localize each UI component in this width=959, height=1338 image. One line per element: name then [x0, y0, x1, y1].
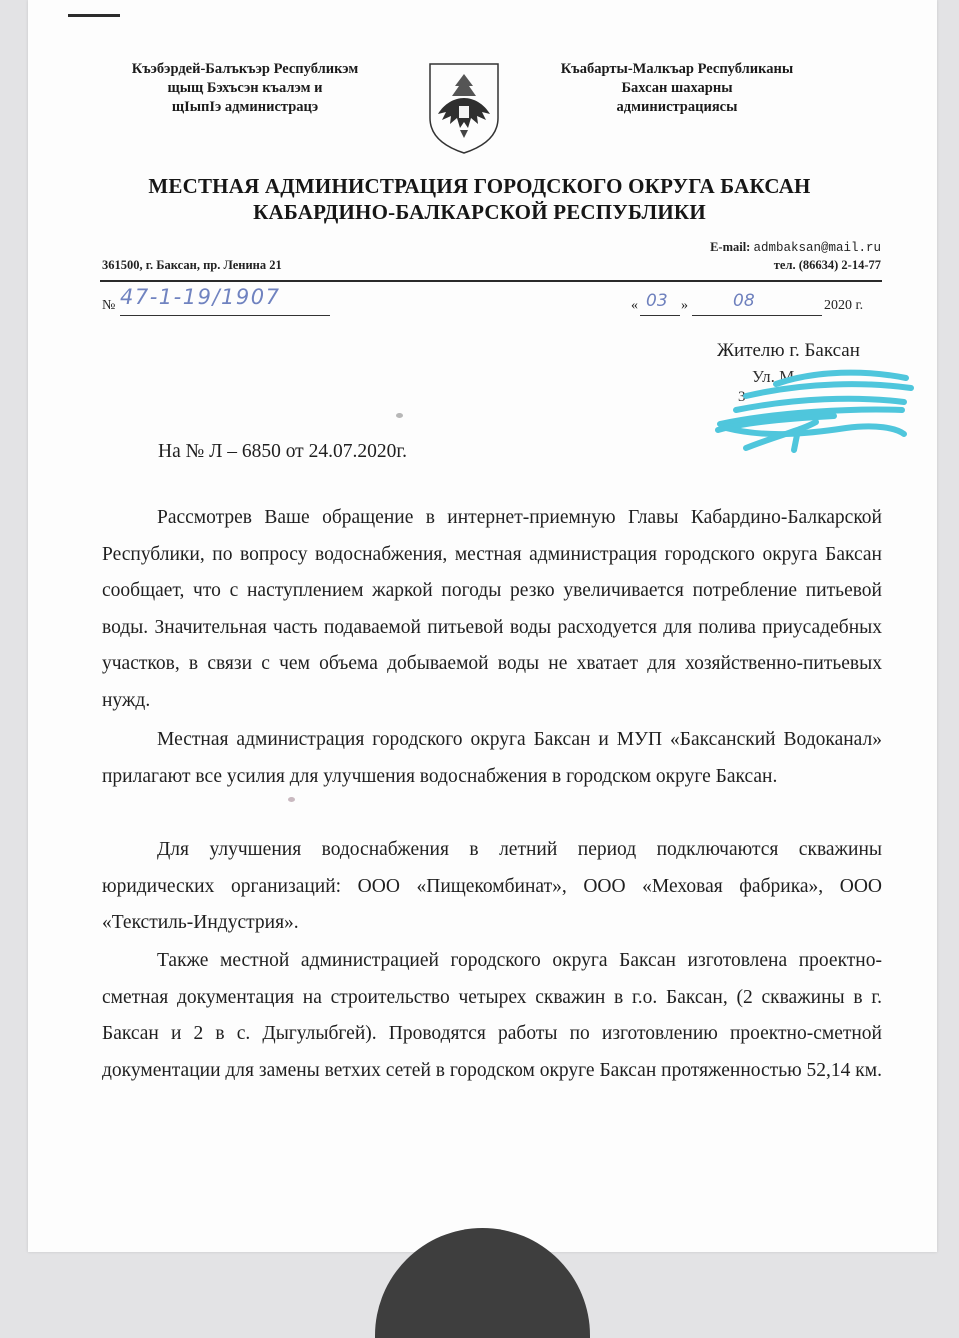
date-close-quote: » — [681, 298, 688, 313]
email-label: E-mail: — [710, 240, 751, 254]
paragraph-text: Для улучшения водоснабжения в летний период подключаются скважины юридических организаций: ООО «Пищекомбинат», ООО «Меховая фабрика», ООО «Текстиль-Индустрия». — [102, 839, 882, 933]
email-address: admbaksan@mail.ru — [753, 241, 881, 255]
recipient-line1: Жителю г. Баксан — [717, 340, 860, 361]
number-underline — [120, 315, 330, 316]
paragraph-text: Также местной администрацией городского округа Баксан изготовлена проектно-сметная документация на строительство четырех скважин в г.о. Баксан, (2 скважины в г. Баксан и 2 в с. Дыгулыбгей). Проводятся работы по изготовлению проектно-сметной документации для замены ветхих сетей в городском округе Баксан протяженностью 52,14 км. — [102, 950, 882, 1081]
date-year: 2020 г. — [824, 298, 864, 313]
reference-number: На № Л – 6850 от 24.07.2020г. — [158, 441, 408, 462]
top-dash — [68, 14, 120, 17]
header-right-balkar — [520, 60, 834, 117]
paragraph-text: Местная администрация городского округа Баксан и МУП «Баксанский Водоканал» прилагают все усилия для улучшения водоснабжения в городском округе Баксан. — [102, 729, 882, 787]
page-speck — [288, 797, 295, 802]
header-divider — [100, 280, 882, 282]
header-right-line: Бахсан шахарны — [621, 80, 733, 96]
page-speck — [396, 413, 403, 418]
recipient-line3: 3 — [738, 389, 746, 405]
header-left-kabardian — [98, 60, 392, 117]
date-open-quote: « — [631, 298, 638, 313]
header-left-line: щIыпIэ администрацэ — [171, 99, 319, 115]
body-paragraph-4 — [102, 943, 882, 1089]
document-title-line1: МЕСТНАЯ АДМИНИСТРАЦИЯ ГОРОДСКОГО ОКРУГА БАКСАН — [148, 174, 811, 198]
date-day-handwritten: 03 — [646, 291, 668, 311]
recipient-line2: Ул. М — [752, 367, 795, 386]
document-title-line2: КАБАРДИНО-БАЛКАРСКОЙ РЕСПУБЛИКИ — [253, 200, 706, 224]
redaction-scribble — [706, 364, 920, 464]
header-right-line: Къабарты-Малкъар Республиканы — [560, 61, 794, 77]
number-label: № — [102, 298, 116, 313]
header-left-line: Къэбэрдей-Балъкъэр Республикэм — [131, 61, 359, 77]
header-right-line: администрациясы — [616, 99, 738, 115]
body-paragraph-2 — [102, 722, 882, 795]
email-line — [710, 240, 881, 255]
coat-of-arms-icon — [424, 60, 504, 155]
phone-number: тел. (86634) 2-14-77 — [773, 258, 881, 272]
date-day-underline — [640, 315, 680, 316]
header-left-line: щыщ Бэхъсэн къалэм и — [167, 80, 323, 96]
date-month-handwritten: 08 — [733, 291, 755, 311]
body-paragraph-3 — [102, 832, 882, 942]
paragraph-text: Рассмотрев Ваше обращение в интернет-приемную Главы Кабардино-Балкарской Республики, по вопросу водоснабжения, местная администрация городского округа Баксан сообщает, что с наступлением жаркой погоды резко увеличивается потребление питьевой воды. Значительная часть подаваемой питьевой воды расходуется для полива приусадебных участков, в связи с чем объема добываемой воды не хватает для хозяйственно-питьевых нужд. — [102, 507, 882, 711]
outgoing-number-handwritten: 47-1-19/1907 — [120, 285, 281, 309]
postal-address: 361500, г. Баксан, пр. Ленина 21 — [102, 258, 282, 272]
body-paragraph-1 — [102, 500, 882, 719]
date-month-underline — [692, 315, 822, 316]
